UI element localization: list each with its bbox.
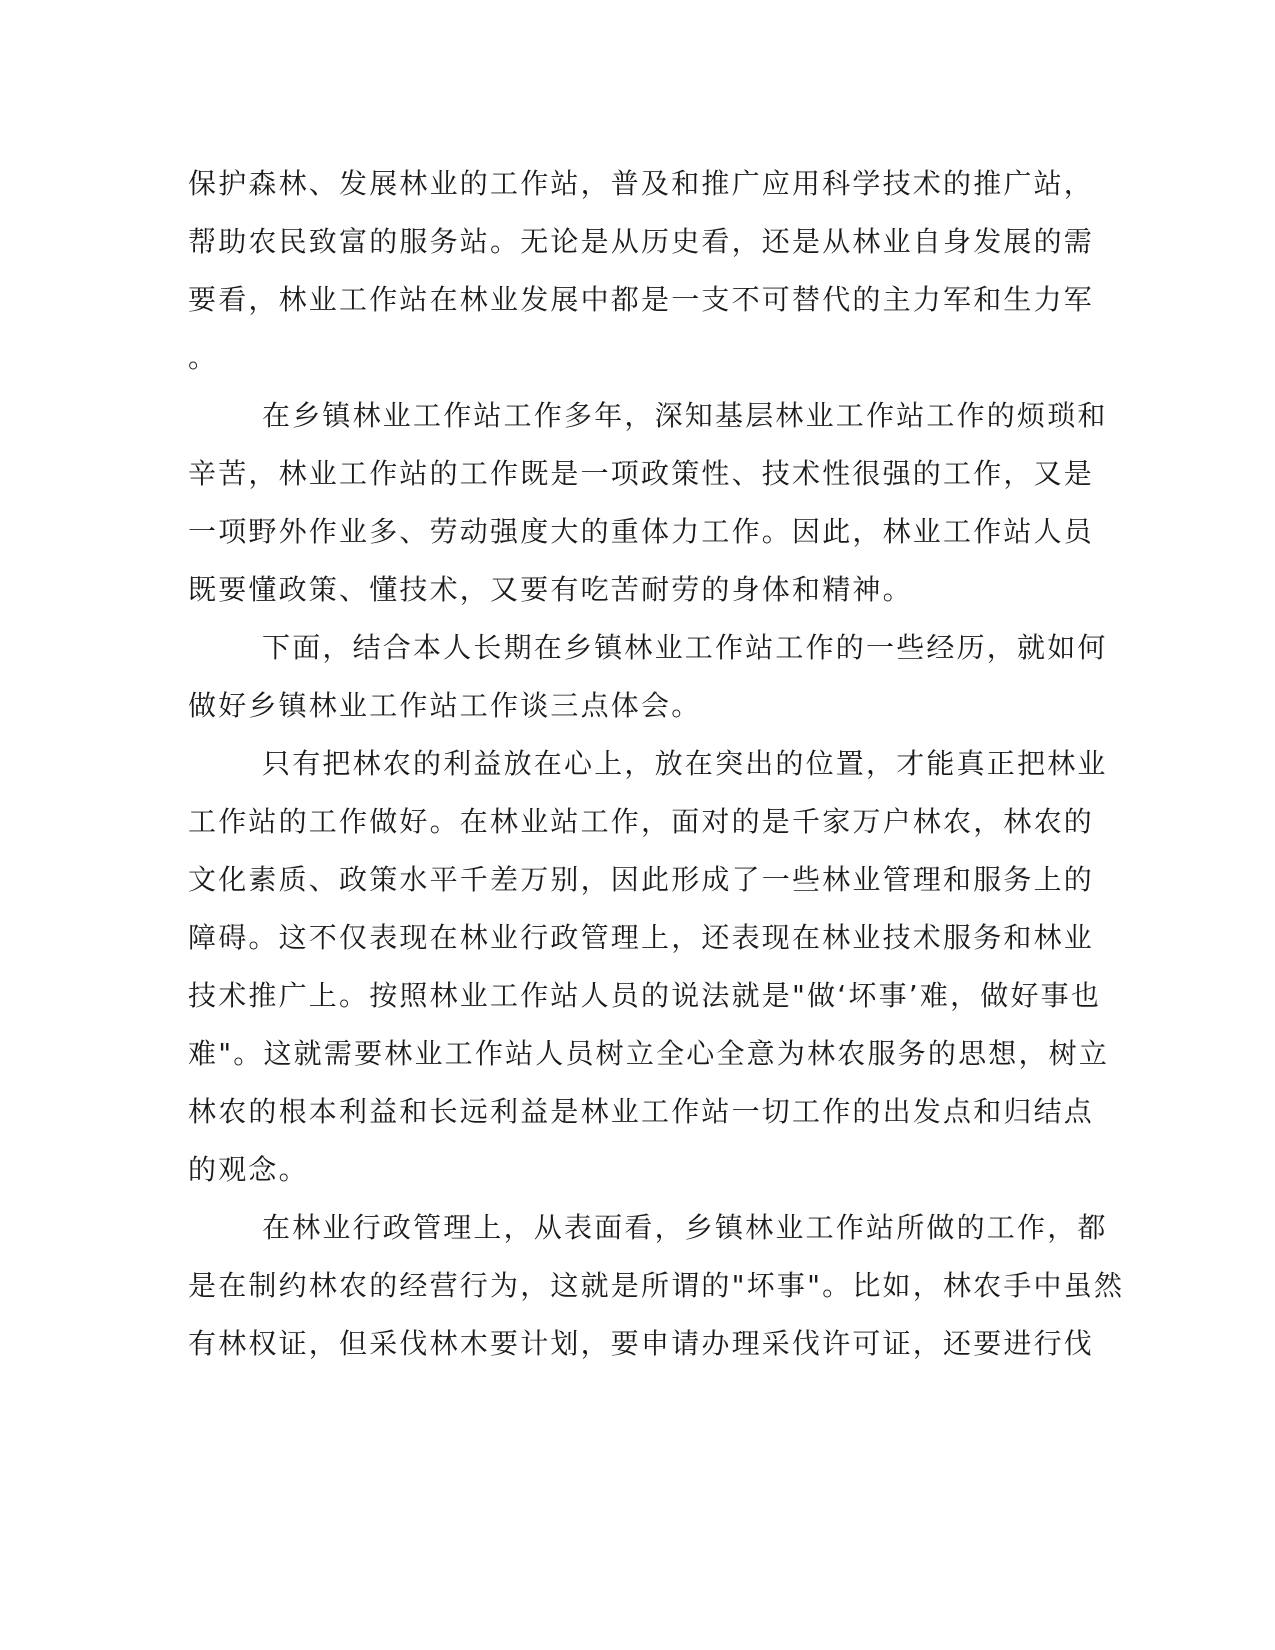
text-line: 要看，林业工作站在林业发展中都是一支不可替代的主力军和生力军 xyxy=(188,283,1095,316)
text-line: 保护森林、发展林业的工作站，普及和推广应用科学技术的推广站， xyxy=(188,167,1095,200)
text-line: 障碍。这不仅表现在林业行政管理上，还表现在林业技术服务和林业 xyxy=(188,921,1095,954)
text-line: 有林权证，但采伐林木要计划，要申请办理采伐许可证，还要进行伐 xyxy=(188,1327,1095,1360)
text-line: 既要懂政策、懂技术，又要有吃苦耐劳的身体和精神。 xyxy=(188,573,913,606)
text-line: 技术推广上。按照林业工作站人员的说法就是"做‘坏事’难，做好事也 xyxy=(188,979,1102,1012)
text-line: 做好乡镇林业工作站工作谈三点体会。 xyxy=(188,689,702,722)
text-line: 一项野外作业多、劳动强度大的重体力工作。因此，林业工作站人员 xyxy=(188,515,1095,548)
paragraph-first-line: 下面，结合本人长期在乡镇林业工作站工作的一些经历，就如何 xyxy=(262,631,1108,664)
paragraph-first-line: 在林业行政管理上，从表面看，乡镇林业工作站所做的工作，都 xyxy=(262,1211,1108,1244)
text-line: 文化素质、政策水平千差万别，因此形成了一些林业管理和服务上的 xyxy=(188,863,1095,896)
text-line: 的观念。 xyxy=(188,1153,309,1186)
text-line: 是在制约林农的经营行为，这就是所谓的"坏事"。比如，林农手中虽然 xyxy=(188,1269,1125,1302)
text-line: 。 xyxy=(188,341,219,374)
text-line: 帮助农民致富的服务站。无论是从历史看，还是从林业自身发展的需 xyxy=(188,225,1095,258)
text-line: 难"。这就需要林业工作站人员树立全心全意为林农服务的思想，树立 xyxy=(188,1037,1110,1070)
text-line: 工作站的工作做好。在林业站工作，面对的是千家万户林农，林农的 xyxy=(188,805,1095,838)
text-line: 辛苦，林业工作站的工作既是一项政策性、技术性很强的工作，又是 xyxy=(188,457,1095,490)
paragraph-first-line: 只有把林农的利益放在心上，放在突出的位置，才能真正把林业 xyxy=(262,747,1108,780)
text-line: 林农的根本利益和长远利益是林业工作站一切工作的出发点和归结点 xyxy=(188,1095,1095,1128)
paragraph-first-line: 在乡镇林业工作站工作多年，深知基层林业工作站工作的烦琐和 xyxy=(262,399,1108,432)
